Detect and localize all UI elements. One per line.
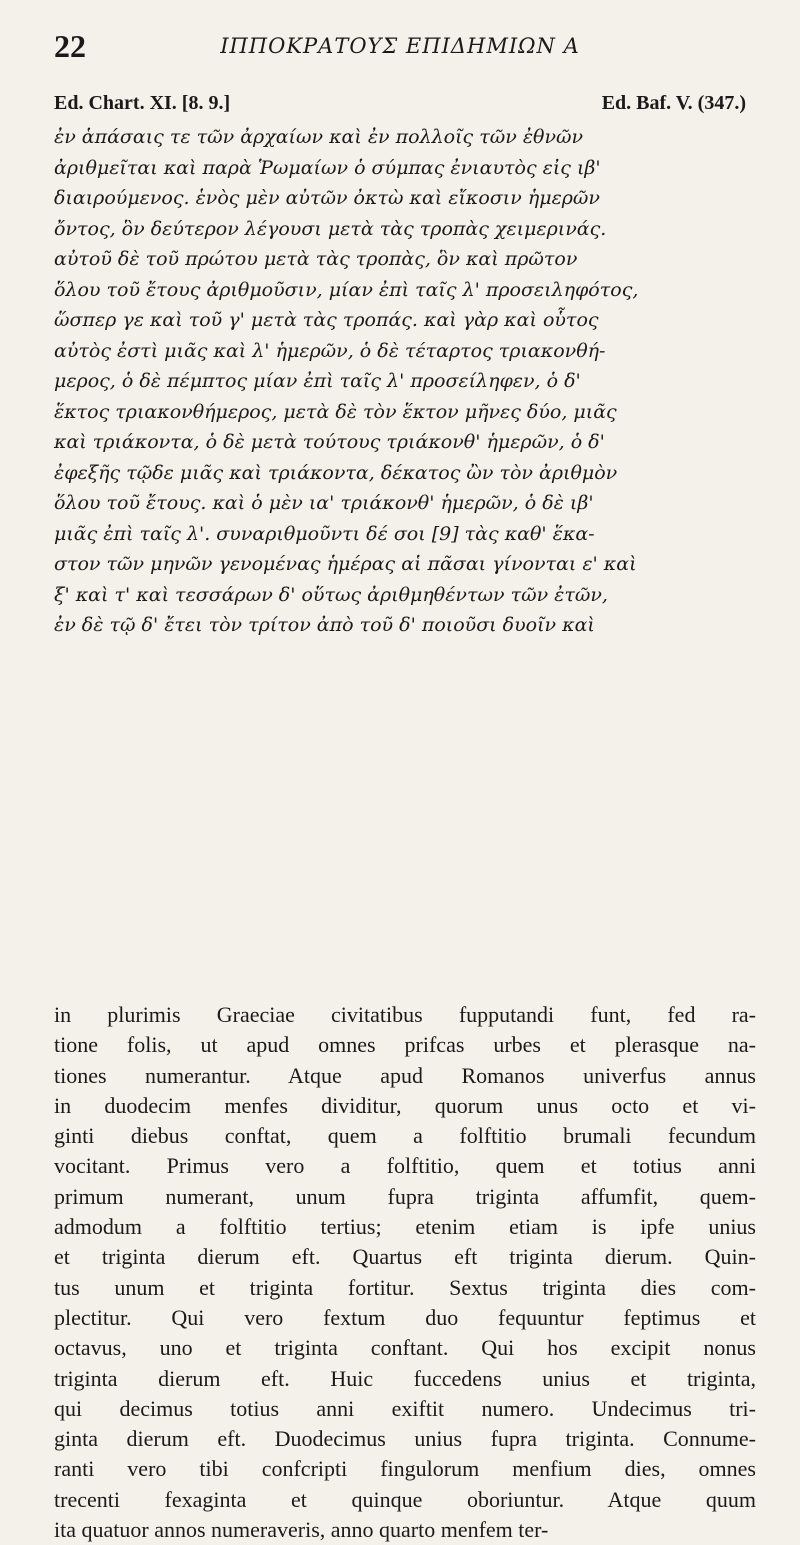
greek-text-line: ἀριθμεῖται καὶ παρὰ Ῥωμαίων ὁ σύμπας ἐνιαυτὸς εἰς ιβ'	[54, 156, 601, 179]
latin-text-line: ginta dierum eft. Duodecimus unius fupra triginta. Connume-	[54, 1426, 756, 1452]
greek-text-line: ξ' καὶ τ' καὶ τεσσάρων δ' οὕτως ἀριθμηθέντων τῶν ἐτῶν,	[54, 583, 608, 606]
greek-text-line: διαιρούμενος. ἑνὸς μὲν αὐτῶν ὀκτὼ καὶ εἴκοσιν ἡμερῶν	[54, 187, 600, 209]
running-title: ΙΠΠΟΚΡΑΤΟΥΣ ΕΠΙΔΗΜΙΩΝ Α	[220, 34, 580, 58]
greek-text-line: ὅλου τοῦ ἔτους ἀριθμοῦσιν, μίαν ἐπὶ ταῖς λ' προσειληφότος,	[54, 278, 639, 301]
latin-text-line: admodum a folftitio tertius; etenim etiam is ipfe unius	[54, 1214, 756, 1240]
greek-text-block	[54, 122, 756, 641]
greek-text-line: ὥσπερ γε καὶ τοῦ γ' μετὰ τὰς τροπάς. καὶ γὰρ καὶ οὗτος	[54, 309, 599, 331]
edition-references	[54, 92, 746, 122]
latin-text-line: octavus, uno et triginta conftant. Qui hos excipit nonus	[54, 1335, 756, 1361]
greek-text-line: ἐν δὲ τῷ δ' ἔτει τὸν τρίτον ἀπὸ τοῦ δ' ποιοῦσι δυοῖν καὶ	[54, 614, 595, 636]
latin-text-line: tus unum et triginta fortitur. Sextus triginta dies com-	[54, 1274, 756, 1300]
page-number: 22	[54, 28, 86, 64]
latin-text-block	[54, 1000, 756, 1545]
latin-text-line: et triginta dierum eft. Quartus eft triginta dierum. Quin-	[54, 1244, 756, 1270]
latin-text-line: tiones numerantur. Atque apud Romanos univerfus annus	[54, 1062, 756, 1088]
chartier-edition-ref: Ed. Chart. XI. [8. 9.]	[54, 92, 231, 114]
greek-text-line: στον τῶν μηνῶν γενομένας ἡμέρας αἱ πᾶσαι γίνονται ε' καὶ	[54, 553, 637, 575]
latin-text-line: plectitur. Qui vero fextum duo fequuntur feptimus et	[54, 1304, 756, 1330]
greek-text-line: ἕκτος τριακονθήμερος, μετὰ δὲ τὸν ἕκτον μῆνες δύο, μιᾶς	[54, 400, 617, 423]
greek-text-line: αὐτοῦ δὲ τοῦ πρώτου μετὰ τὰς τροπὰς, ὃν καὶ πρῶτον	[54, 248, 578, 270]
basel-edition-ref: Ed. Baf. V. (347.)	[601, 92, 746, 114]
greek-text-line: ἐν ἁπάσαις τε τῶν ἀρχαίων καὶ ἐν πολλοῖς τῶν ἐθνῶν	[54, 126, 584, 148]
latin-text-line: qui decimus totius anni exiftit numero. Undecimus tri-	[54, 1395, 756, 1421]
latin-text-line: ginti diebus conftat, quem a folftitio brumali fecundum	[54, 1123, 756, 1149]
latin-text-line: trecenti fexaginta et quinque oboriuntur. Atque quum	[54, 1486, 756, 1512]
greek-text-line: μερος, ὁ δὲ πέμπτος μίαν ἐπὶ ταῖς λ' προσείληφεν, ὁ δ'	[54, 370, 581, 392]
latin-text-line: ranti vero tibi confcripti fingulorum menfium dies, omnes	[54, 1456, 756, 1482]
greek-text-line: καὶ τριάκοντα, ὁ δὲ μετὰ τούτους τριάκονθ' ἡμερῶν, ὁ δ'	[54, 431, 605, 453]
greek-text-line: μιᾶς ἐπὶ ταῖς λ'. συναριθμοῦντι δέ σοι [9] τὰς καθ' ἕκα-	[54, 522, 595, 545]
latin-text-line: triginta dierum eft. Huic fuccedens unius et triginta,	[54, 1365, 756, 1391]
greek-text-line: ὅλου τοῦ ἔτους. καὶ ὁ μὲν ια' τριάκονθ' ἡμερῶν, ὁ δὲ ιβ'	[54, 492, 594, 514]
greek-text-line: αὐτὸς ἐστὶ μιᾶς καὶ λ' ἡμερῶν, ὁ δὲ τέταρτος τριακονθή-	[54, 339, 606, 362]
latin-text-line: vocitant. Primus vero a folftitio, quem et totius anni	[54, 1153, 756, 1179]
latin-text-line: ita quatuor annos numeraveris, anno quarto menfem ter-	[54, 1517, 549, 1543]
latin-text-line: in duodecim menfes dividitur, quorum unus octo et vi-	[54, 1092, 756, 1118]
latin-text-line: in plurimis Graeciae civitatibus fupputandi funt, fed ra-	[54, 1002, 756, 1027]
greek-text-line: ἐφεξῆς τῷδε μιᾶς καὶ τριάκοντα, δέκατος ὢν τὸν ἀριθμὸν	[54, 461, 618, 484]
latin-text-line: primum numerant, unum fupra triginta affumfit, quem-	[54, 1183, 756, 1209]
page-header	[54, 26, 746, 66]
greek-text-line: ὄντος, ὃν δεύτερον λέγουσι μετὰ τὰς τροπὰς χειμερινάς.	[54, 217, 607, 240]
latin-text-line: tione folis, ut apud omnes prifcas urbes et plerasque na-	[54, 1032, 756, 1058]
